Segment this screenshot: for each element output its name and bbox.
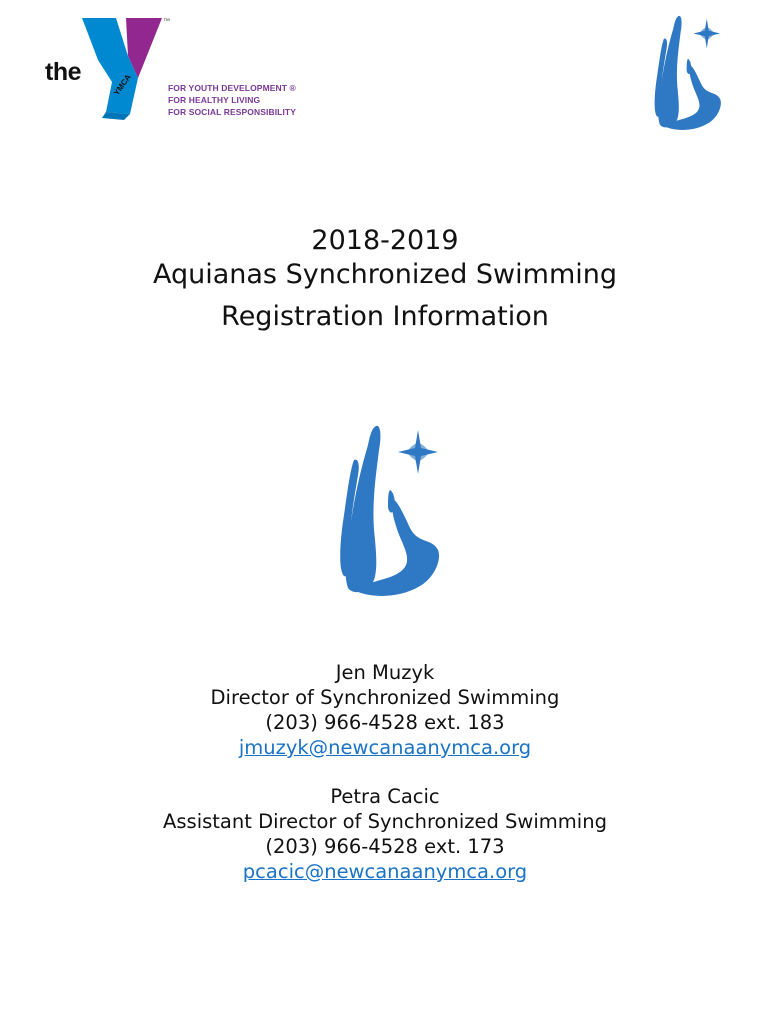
ymca-logo: [42, 16, 302, 120]
title-subtitle: Registration Information: [221, 301, 549, 332]
contact-role: Assistant Director of Synchronized Swimming: [163, 810, 607, 833]
contact-phone: (203) 966-4528 ext. 173: [265, 835, 505, 858]
star-icon: [693, 19, 720, 48]
contact-role: Director of Synchronized Swimming: [210, 686, 560, 709]
contact-email-link[interactable]: jmuzyk@newcanaanymca.org: [238, 736, 532, 759]
tagline: FOR SOCIAL RESPONSIBILITY: [168, 107, 296, 117]
synchro-swimmer-icon: [648, 12, 728, 134]
contact-name: Petra Cacic: [330, 785, 440, 808]
synchro-swimmer-icon: [334, 420, 446, 602]
contact-phone: (203) 966-4528 ext. 183: [265, 711, 505, 734]
contact-name: Jen Muzyk: [335, 661, 435, 684]
tagline: FOR HEALTHY LIVING: [168, 95, 261, 105]
logo-ymca-text: YMCA: [112, 72, 133, 98]
star-icon: [398, 430, 438, 474]
contact-director: [0, 660, 770, 760]
document-title: [0, 224, 770, 334]
title-program: Aquianas Synchronized Swimming: [152, 259, 617, 290]
trademark-symbol: ™: [163, 18, 170, 25]
title-season: 2018-2019: [311, 225, 459, 256]
contact-email-link[interactable]: pcacic@newcanaanymca.org: [242, 860, 528, 883]
logo-taglines: [168, 82, 296, 118]
logo-the-text: the: [45, 58, 81, 86]
contact-assistant-director: [0, 784, 770, 884]
tagline: FOR YOUTH DEVELOPMENT ®: [168, 83, 296, 93]
